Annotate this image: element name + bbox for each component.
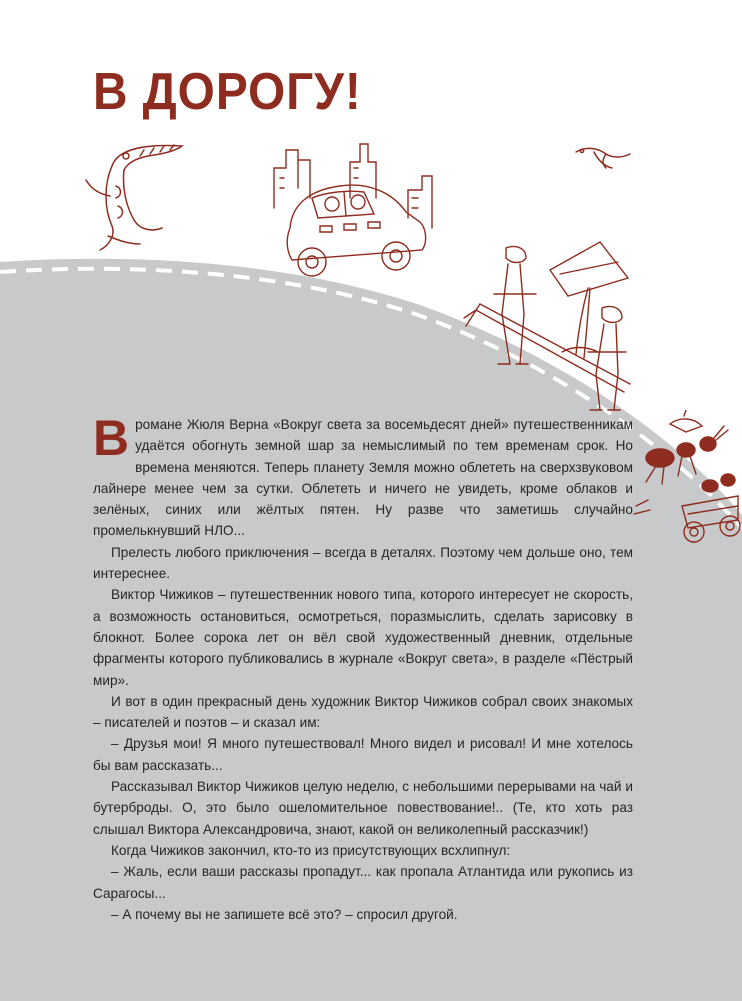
lamp-carriers-sketch <box>450 234 640 420</box>
bird-sketch <box>572 142 632 172</box>
ant-cart-sketch <box>632 410 742 560</box>
first-paragraph <box>93 410 633 542</box>
paragraph: – А почему вы не запишете всё это? – спросил другой. <box>111 906 458 922</box>
article-body <box>93 410 633 925</box>
paragraph: Прелесть любого приключения – всегда в деталях. Поэтому чем дольше оно, тем интереснее. <box>93 544 633 582</box>
taxi-city-sketch <box>270 138 440 310</box>
crocodile-sketch <box>78 136 190 256</box>
paragraph: И вот в один прекрасный день художник Виктор Чижиков собрал своих знакомых – писателей и поэтов – и сказал им: <box>93 693 633 731</box>
page-title: В ДОРОГУ! <box>93 63 362 121</box>
paragraph: Виктор Чижиков – путешественник нового типа, которого интересует не скорость, а возможность остановиться, осмотреться, поразмыслить, сделать зарисовку в блокнот. Более сорока лет он вёл свой художественный дневник, отдельные фрагменты которого публиковались в журнале «Вокруг света», в разделе «Пёстрый мир». <box>93 587 633 688</box>
paragraph: – Друзья мои! Я много путешествовал! Много видел и рисовал! И мне хотелось бы вам рассказать... <box>93 736 633 773</box>
paragraph: Рассказывал Виктор Чижиков целую неделю, с небольшими перерывами на чай и бутерброды. О, это было ошеломительное повествование!.. (Те, кто хоть раз слышал Виктора Александровича, знают, какой он великолепный рассказчик!) <box>93 779 633 837</box>
drop-cap: В <box>93 410 130 466</box>
paragraph: – Жаль, если ваши рассказы пропадут... как пропала Атлантида или рукопись из Сарагосы... <box>93 864 633 901</box>
paragraph: Когда Чижиков закончил, кто-то из присутствующих всхлипнул: <box>111 842 511 858</box>
first-paragraph-text: романе Жюля Верна «Вокруг света за восемьдесят дней» путешественникам удаётся обогнуть земной шар за немыслимый по тем временам срок. Но времена меняются. Теперь планету Земля можно облететь на сверхзвуковом лайнере менее чем за сутки. Облететь и ничего не увидеть, кроме облаков и зелёных, синих или жёлтых пятен. Ну разве что заметишь случайно промелькнувший НЛО... <box>93 417 633 539</box>
